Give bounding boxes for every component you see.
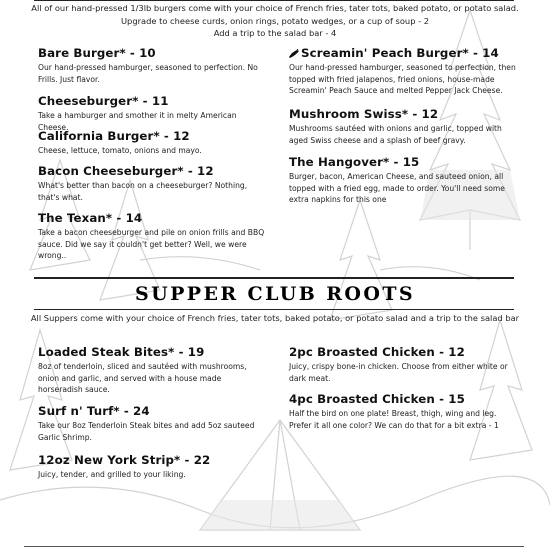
item-name-text: Screamin' Peach Burger* - 14 <box>301 46 499 60</box>
supper-item <box>38 404 268 443</box>
item-description: Mushrooms sautéed with onions and garlic, topped with aged Swiss cheese and a splash of beef gravy. <box>289 124 502 145</box>
intro-line-2: Upgrade to cheese curds, onion rings, potato wedges, or a cup of soup - 2 <box>120 15 430 26</box>
item-name: Bare Burger* - 10 <box>38 46 156 60</box>
item-description: Take a bacon cheeseburger and pile on onion frills and BBQ sauce. Did we say it couldn't get better? Well, we were wrong.. <box>38 228 265 261</box>
item-name: 12oz New York Strip* - 22 <box>38 453 211 467</box>
item-name: Loaded Steak Bites* - 19 <box>38 345 205 359</box>
intro-line-1: All of our hand-pressed 1/3lb burgers come with your choice of French fries, tater tots, baked potato, or potato salad. <box>31 3 519 13</box>
section-divider-bottom <box>34 309 514 310</box>
item-name: The Texan* - 14 <box>38 211 143 225</box>
burger-item <box>289 46 521 97</box>
top-divider <box>34 0 514 1</box>
item-description: Burger, bacon, American Cheese, and sauteed onion, all topped with a fried egg, made to order. You'll need some extra napkins for this one <box>289 172 505 205</box>
item-name: California Burger* - 12 <box>38 129 190 143</box>
supper-item <box>38 453 268 481</box>
item-name: Cheeseburger* - 11 <box>38 94 169 108</box>
item-name: Surf n' Turf* - 24 <box>38 404 150 418</box>
section-title: SUPPER CLUB ROOTS <box>135 283 415 305</box>
bottom-edge <box>24 546 524 547</box>
item-description: What's better than bacon on a cheeseburger? Nothing, that's what. <box>38 181 248 202</box>
intro-line-3: Add a trip to the salad bar - 4 <box>213 28 337 39</box>
item-description: Our hand-pressed hamburger, seasoned to perfection. No Frills. Just flavor. <box>38 63 258 84</box>
item-name: Mushroom Swiss* - 12 <box>289 107 439 121</box>
item-name: Bacon Cheeseburger* - 12 <box>38 164 214 178</box>
item-description: 8oz of tenderloin, sliced and sautéed with mushrooms, onion and garlic, and served with a house made horseradish sauce. <box>38 362 247 395</box>
item-description: Juicy, tender, and grilled to your liking. <box>38 470 186 479</box>
item-name: 2pc Broasted Chicken - 12 <box>289 345 465 359</box>
item-description: Cheese, lettuce, tomato, onions and mayo. <box>38 146 202 155</box>
item-name: 4pc Broasted Chicken - 15 <box>289 392 465 406</box>
burger-item <box>38 129 268 157</box>
item-name: The Hangover* - 15 <box>289 155 420 169</box>
burger-item <box>38 94 268 133</box>
section-divider-top <box>34 277 514 279</box>
item-name <box>289 46 521 60</box>
burger-item <box>289 155 521 206</box>
item-description: Take a hamburger and smother it in melty American Cheese. <box>38 111 237 132</box>
burger-item <box>38 46 268 85</box>
burger-intro <box>20 2 530 40</box>
item-description: Juicy, crispy bone-in chicken. Choose from either white or dark meat. <box>289 362 508 383</box>
burger-item <box>38 211 268 262</box>
item-description: Our hand-pressed hamburger, seasoned to perfection, then topped with fried jalapenos, fried onions, house-made Screamin' Peach Sauce and melted Pepper Jack Cheese. <box>289 63 516 96</box>
burger-item <box>289 107 521 146</box>
supper-item <box>289 392 521 431</box>
pepper-icon <box>289 49 299 58</box>
burger-item <box>38 164 268 203</box>
supper-item <box>38 345 268 396</box>
supper-item <box>289 345 521 384</box>
item-description: Half the bird on one plate! Breast, thigh, wing and leg. Prefer it all one color? We can do that for a bit extra - 1 <box>289 409 499 430</box>
section-subtitle: All Suppers come with your choice of French fries, tater tots, baked potato, or potato salad and a trip to the salad bar <box>30 313 520 323</box>
item-description: Take our 8oz Tenderloin Steak bites and add 5oz sauteed Garlic Shrimp. <box>38 421 255 442</box>
